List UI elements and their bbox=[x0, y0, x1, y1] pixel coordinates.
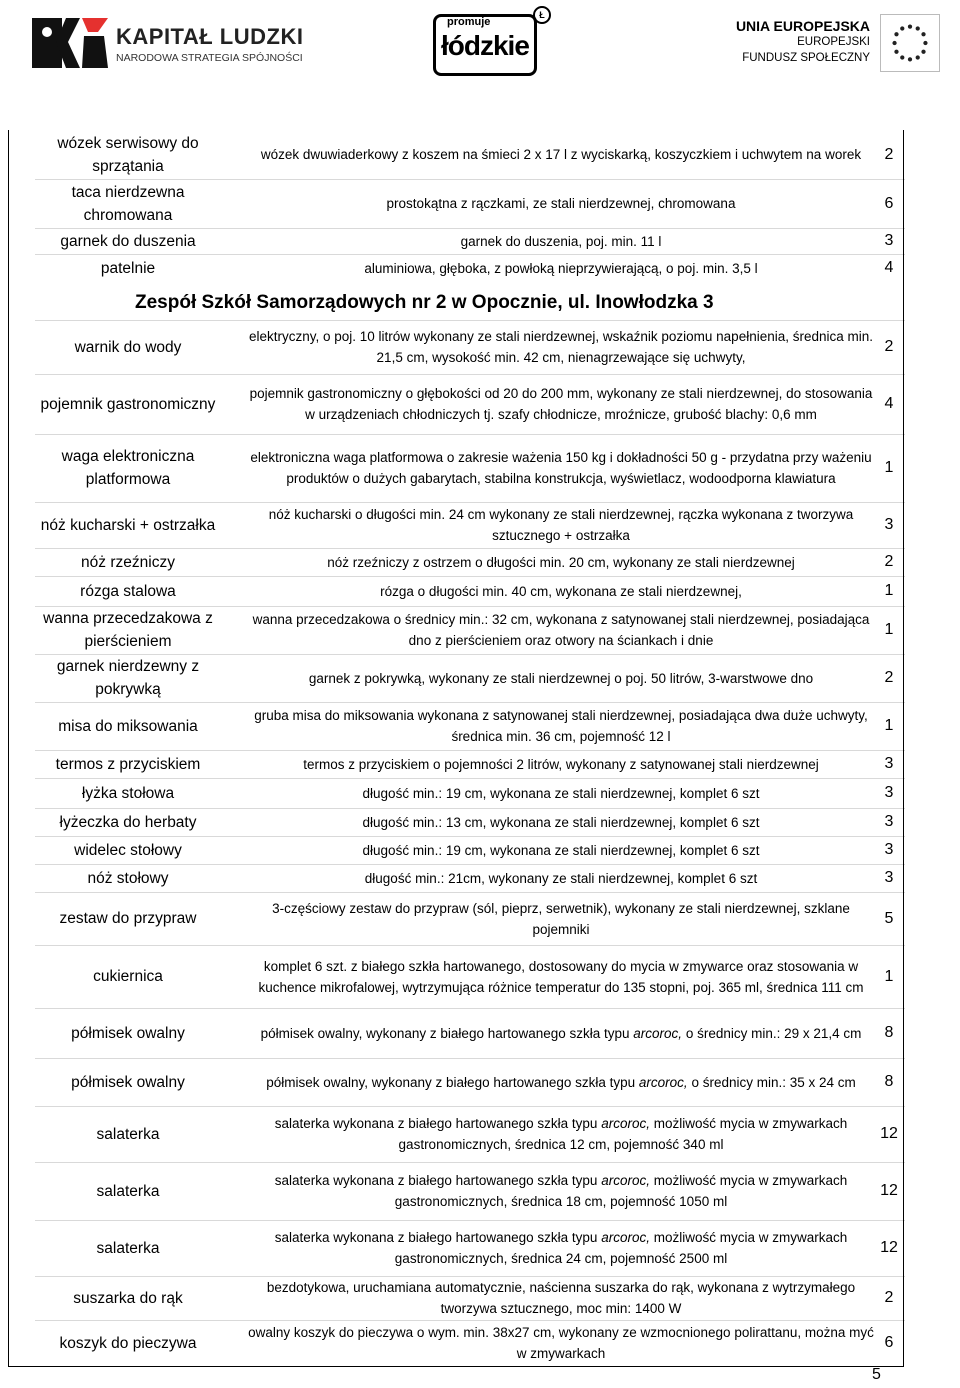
item-name: łyżka stołowa bbox=[81, 784, 175, 802]
lodzkie-trademark-icon: Ł bbox=[533, 6, 551, 24]
desc-part: możliwość mycia w zmywarkach gastronomicznych, średnica 18 cm, pojemność 1050 ml bbox=[394, 1173, 848, 1209]
table-row bbox=[35, 1276, 905, 1320]
item-name: cukiernica bbox=[93, 968, 163, 985]
table-bottom-border bbox=[8, 1366, 904, 1367]
desc-italic-part: arcoroc, bbox=[601, 1116, 650, 1131]
item-quantity: 8 bbox=[884, 1024, 894, 1041]
desc-part: salaterka wykonana z białego hartowanego szkła typu bbox=[274, 1230, 602, 1245]
page-header bbox=[0, 0, 960, 90]
item-quantity: 5 bbox=[884, 909, 894, 927]
table-row bbox=[35, 702, 905, 750]
item-description: elektroniczna waga platformowa o zakresie ważenia 150 kg i dokładności 50 g - przydatna przy ważeniu produktów o dużych gabarytach, stabilna konstrukcja, wyświetlacz, wodoodporna klawiatura bbox=[250, 450, 872, 486]
item-description: gruba misa do miksowania wykonana z satynowanej stali nierdzewnej, posiadająca dwa duże uchwyty, średnica min. 36 cm, pojemność 12 l bbox=[254, 708, 868, 744]
item-name: nóż stołowy bbox=[87, 869, 169, 887]
item-name: łyżeczka do herbaty bbox=[59, 813, 197, 831]
item-description: garnek do duszenia, poj. min. 11 l bbox=[460, 233, 662, 249]
item-description: termos z przyciskiem o pojemności 2 litrów, wykonany z satynowanej stali nierdzewnej bbox=[303, 756, 819, 772]
item-description-text bbox=[247, 1113, 875, 1155]
item-description: rózga o długości min. 40 cm, wykonana ze stali nierdzewnej, bbox=[380, 583, 742, 599]
item-quantity: 3 bbox=[884, 516, 894, 533]
eu-logo bbox=[700, 14, 940, 74]
item-quantity: 3 bbox=[884, 232, 894, 249]
item-quantity: 3 bbox=[884, 755, 894, 772]
item-quantity: 2 bbox=[884, 669, 894, 686]
row-divider bbox=[35, 750, 905, 751]
item-name: garnek do duszenia bbox=[60, 232, 196, 250]
table-row bbox=[35, 1058, 905, 1106]
desc-part: o średnicy min.: 29 x 21,4 cm bbox=[682, 1025, 862, 1041]
item-description: wanna przecedzakowa o średnicy min.: 32 cm, wykonana z satynowanej stali nierdzewnej, posiadająca dno z pierścieniem oraz otwory na ściankach i dnie bbox=[252, 612, 870, 648]
row-divider bbox=[35, 502, 905, 503]
item-quantity: 8 bbox=[884, 1073, 894, 1090]
item-quantity: 1 bbox=[884, 459, 894, 476]
item-description: pojemnik gastronomiczny o głębokości od 20 do 200 mm, wykonany ze stali nierdzewnej, do stosowania w urządzeniach chłodniczych tj. szafy chłodnicze, mroźnicze, grubość blachy: 0,6 mm bbox=[249, 386, 873, 422]
lodzkie-small-text: promuje bbox=[447, 16, 491, 28]
kapital-ludzki-logo bbox=[30, 12, 330, 72]
row-divider bbox=[35, 808, 905, 809]
table-row bbox=[35, 1320, 905, 1366]
item-description bbox=[247, 1008, 875, 1058]
desc-italic-part: arcoroc, bbox=[633, 1025, 683, 1041]
item-name: salaterka bbox=[96, 1239, 160, 1257]
item-name: termos z przyciskiem bbox=[55, 755, 201, 773]
item-name: widelec stołowy bbox=[74, 841, 182, 859]
table-row bbox=[35, 1106, 905, 1162]
item-description: nóż rzeźniczy z ostrzem o długości min. 20 cm, wykonany ze stali nierdzewnej bbox=[327, 554, 795, 570]
desc-part: salaterka wykonana z białego hartowanego szkła typu bbox=[274, 1116, 602, 1131]
table-row bbox=[35, 576, 905, 606]
table-row bbox=[35, 1162, 905, 1220]
item-name: warnik do wody bbox=[74, 338, 182, 356]
table-row bbox=[35, 864, 905, 892]
item-quantity: 3 bbox=[884, 784, 894, 801]
item-name: wózek serwisowy do sprzątania bbox=[57, 134, 199, 175]
item-name: półmisek owalny bbox=[71, 1073, 185, 1091]
desc-part: możliwość mycia w zmywarkach gastronomicznych, średnica 24 cm, pojemność 2500 ml bbox=[394, 1230, 848, 1266]
item-description: długość min.: 21cm, wykonany ze stali nierdzewnej, komplet 6 szt bbox=[364, 870, 758, 886]
table-row bbox=[35, 374, 905, 434]
item-quantity: 12 bbox=[880, 1125, 898, 1142]
item-quantity: 1 bbox=[884, 582, 894, 599]
item-name: suszarka do rąk bbox=[73, 1289, 183, 1307]
row-divider bbox=[35, 254, 905, 255]
table-row bbox=[35, 179, 905, 228]
item-name: patelnie bbox=[100, 259, 156, 277]
item-name: koszyk do pieczywa bbox=[59, 1334, 197, 1352]
desc-part: półmisek owalny, wykonany z białego hartowanego szkła typu bbox=[260, 1025, 634, 1041]
item-quantity: 6 bbox=[884, 194, 894, 212]
eu-line3: FUNDUSZ SPOŁECZNY bbox=[742, 52, 870, 64]
item-description-text bbox=[266, 1072, 856, 1093]
row-divider bbox=[35, 1276, 905, 1277]
item-quantity: 2 bbox=[884, 553, 894, 570]
row-divider bbox=[35, 702, 905, 703]
item-description: komplet 6 szt. z białego szkła hartowanego, dostosowany do mycia w zmywarce oraz stosowania w kuchence mikrofalowej, wytrzymująca różnice temperatur do 135 stopni, poj. 365 ml, średnica 111 cm bbox=[258, 958, 864, 995]
item-quantity: 3 bbox=[884, 813, 894, 830]
table-row bbox=[35, 836, 905, 864]
table-row bbox=[35, 1220, 905, 1276]
item-quantity: 1 bbox=[884, 621, 894, 638]
item-description: wózek dwuwiaderkowy z koszem na śmieci 2 x 17 l z wyciskarką, koszyczkiem i uchwytem na worek bbox=[260, 147, 862, 162]
desc-part: półmisek owalny, wykonany z białego hartowanego szkła typu bbox=[266, 1074, 639, 1090]
item-name: wanna przecedzakowa z pierścieniem bbox=[43, 610, 213, 650]
row-divider bbox=[35, 654, 905, 655]
item-name: nóż rzeźniczy bbox=[81, 553, 175, 571]
item-description-text bbox=[261, 1023, 862, 1044]
item-description: prostokątna z rączkami, ze stali nierdzewnej, chromowana bbox=[386, 196, 736, 211]
table-row bbox=[35, 892, 905, 945]
lodzkie-big-text: łódzkie bbox=[441, 30, 529, 61]
row-divider bbox=[35, 1320, 905, 1321]
table-row bbox=[35, 320, 905, 374]
item-quantity: 2 bbox=[884, 145, 894, 163]
row-divider bbox=[35, 320, 905, 321]
table-row bbox=[35, 808, 905, 836]
table-border bbox=[903, 130, 904, 1366]
table-row bbox=[35, 750, 905, 778]
table-row bbox=[35, 606, 905, 654]
row-divider bbox=[35, 606, 905, 607]
item-description: długość min.: 13 cm, wykonana ze stali nierdzewnej, komplet 6 szt bbox=[362, 814, 760, 830]
eu-line1: UNIA EUROPEJSKA bbox=[735, 18, 870, 34]
item-quantity: 3 bbox=[884, 841, 894, 858]
row-divider bbox=[35, 778, 905, 779]
item-quantity: 12 bbox=[880, 1239, 898, 1256]
item-description: aluminiowa, głęboka, z powłoką nieprzywierającą, o poj. min. 3,5 l bbox=[364, 260, 758, 276]
table-row bbox=[35, 130, 905, 179]
item-description bbox=[247, 1162, 875, 1220]
item-description: elektryczny, o poj. 10 litrów wykonany ze stali nierdzewnej, wskaźnik poziomu napełnienia, średnica min. 21,5 cm, wysokość min. 42 cm, nienagrzewające się uchwyty, bbox=[248, 329, 874, 365]
item-description: długość min.: 19 cm, wykonana ze stali nierdzewnej, komplet 6 szt bbox=[362, 785, 760, 801]
item-description: 3-częściowy zestaw do przypraw (sól, pieprz, serwetnik), wykonany ze stali nierdzewnej, szklane pojemniki bbox=[272, 900, 850, 937]
table-border bbox=[8, 130, 9, 1366]
row-divider bbox=[35, 1008, 905, 1009]
desc-part: możliwość mycia w zmywarkach gastronomicznych, średnica 12 cm, pojemność 340 ml bbox=[398, 1116, 848, 1152]
table-row bbox=[35, 228, 905, 254]
row-divider bbox=[35, 836, 905, 837]
eu-flag-icon bbox=[880, 14, 940, 72]
table-row bbox=[35, 502, 905, 548]
item-quantity: 3 bbox=[884, 869, 894, 886]
item-quantity: 4 bbox=[884, 259, 894, 276]
item-name: zestaw do przypraw bbox=[59, 910, 197, 927]
row-divider bbox=[35, 945, 905, 946]
row-divider bbox=[35, 374, 905, 375]
item-name: misa do miksowania bbox=[58, 717, 198, 735]
row-divider bbox=[35, 179, 905, 180]
desc-italic-part: arcoroc, bbox=[601, 1230, 650, 1245]
row-divider bbox=[35, 864, 905, 865]
row-divider bbox=[35, 228, 905, 229]
item-quantity: 2 bbox=[884, 338, 894, 355]
item-name: waga elektroniczna platformowa bbox=[61, 448, 195, 488]
item-quantity: 12 bbox=[880, 1182, 898, 1199]
item-name: taca nierdzewna chromowana bbox=[71, 183, 185, 224]
row-divider bbox=[35, 892, 905, 893]
row-divider bbox=[35, 434, 905, 435]
kapital-ludzki-emblem-icon bbox=[30, 12, 110, 72]
item-description bbox=[247, 1058, 875, 1106]
item-description-text bbox=[247, 1170, 875, 1212]
item-name: garnek nierdzewny z pokrywką bbox=[56, 658, 200, 698]
promuje-lodzkie-logo bbox=[433, 6, 553, 80]
item-name: nóż kucharski + ostrzałka bbox=[40, 516, 216, 534]
row-divider bbox=[35, 1106, 905, 1107]
item-description: owalny koszyk do pieczywa o wym. min. 38x27 cm, wykonany ze wzmocnionego polirattanu, można myć w zmywarkach bbox=[248, 1325, 874, 1361]
item-description: nóż kucharski o długości min. 24 cm wykonany ze stali nierdzewnej, rączka wykonana z tworzywa sztucznego + ostrzałka bbox=[268, 507, 854, 543]
item-name: półmisek owalny bbox=[71, 1024, 185, 1042]
item-description-text bbox=[247, 1227, 875, 1269]
item-name: salaterka bbox=[96, 1182, 160, 1200]
desc-part: salaterka wykonana z białego hartowanego szkła typu bbox=[274, 1173, 602, 1188]
table-row bbox=[35, 434, 905, 502]
item-name: salaterka bbox=[96, 1125, 160, 1143]
row-divider bbox=[35, 1220, 905, 1221]
table-row bbox=[35, 654, 905, 702]
desc-italic-part: arcoroc, bbox=[638, 1074, 688, 1090]
item-quantity: 2 bbox=[884, 1289, 894, 1306]
table-row bbox=[35, 778, 905, 808]
table-row bbox=[35, 548, 905, 576]
school-header: Zespół Szkół Samorządowych nr 2 w Opocznie, ul. Inowłodzka 3 bbox=[135, 292, 714, 313]
row-divider bbox=[35, 576, 905, 577]
item-name: rózga stalowa bbox=[80, 582, 176, 600]
item-description: garnek z pokrywką, wykonany ze stali nierdzewnej o poj. 50 litrów, 3-warstwowe dno bbox=[308, 670, 814, 686]
desc-part: o średnicy min.: 35 x 24 cm bbox=[687, 1074, 856, 1090]
item-quantity: 1 bbox=[884, 717, 894, 734]
table-row bbox=[35, 945, 905, 1008]
table-row bbox=[35, 1008, 905, 1058]
item-description bbox=[247, 1220, 875, 1276]
item-quantity: 4 bbox=[884, 395, 894, 412]
item-quantity: 6 bbox=[884, 1334, 894, 1351]
desc-italic-part: arcoroc, bbox=[601, 1173, 650, 1188]
eu-line2: EUROPEJSKI bbox=[797, 36, 870, 48]
kapital-ludzki-title: KAPITAŁ LUDZKI bbox=[116, 24, 304, 49]
row-divider bbox=[35, 548, 905, 549]
item-description: długość min.: 19 cm, wykonana ze stali nierdzewnej, komplet 6 szt bbox=[362, 842, 760, 858]
row-divider bbox=[35, 1058, 905, 1059]
item-name: pojemnik gastronomiczny bbox=[40, 395, 216, 413]
row-divider bbox=[35, 1162, 905, 1163]
kapital-ludzki-subtitle: NARODOWA STRATEGIA SPÓJNOŚCI bbox=[116, 52, 303, 64]
item-quantity: 1 bbox=[884, 967, 894, 985]
table-row bbox=[35, 254, 905, 282]
item-description: bezdotykowa, uruchamiana automatycznie, naścienna suszarka do rąk, wykonana z wytrzymałego tworzywa sztucznego, moc min: 1400 W bbox=[266, 1280, 856, 1316]
page-number: 5 bbox=[872, 1366, 881, 1383]
item-description bbox=[247, 1106, 875, 1162]
